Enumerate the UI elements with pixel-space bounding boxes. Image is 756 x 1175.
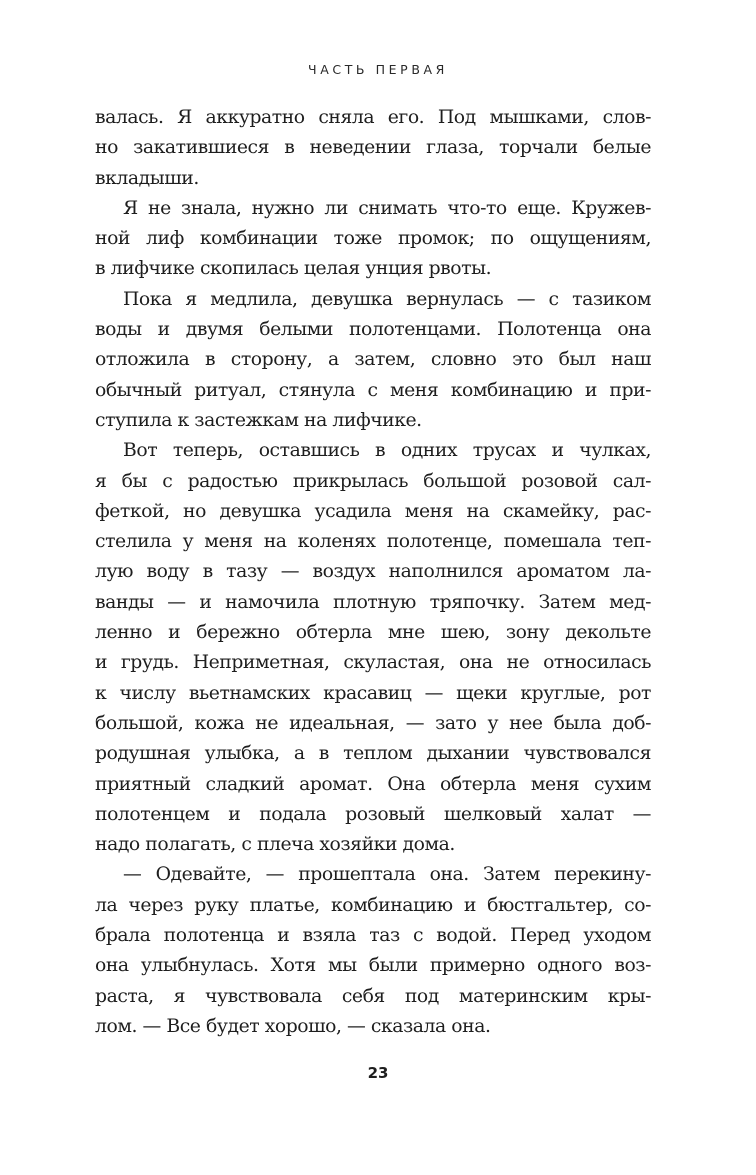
text-line: раста, я чувствовала себя под материнским кры- [95, 985, 651, 1007]
text-line: ла через руку платье, комбинацию и бюстгальтер, со- [95, 894, 651, 916]
text-line: Я не знала, нужно ли снимать что-то еще. Кружев- [123, 197, 651, 219]
text-line: обычный ритуал, стянула с меня комбинацию и при- [95, 379, 651, 401]
text-line: ленно и бережно обтерла мне шею, зону декольте [95, 622, 651, 644]
text-line: и грудь. Неприметная, скуластая, она не относилась [95, 652, 651, 674]
text-line: валась. Я аккуратно сняла его. Под мышками, слов- [95, 107, 651, 128]
text-line: приятный сладкий аромат. Она обтерла меня сухим [95, 773, 651, 795]
text-line: отложила в сторону, а затем, словно это был наш [95, 349, 651, 371]
text-line: я бы с радостью прикрылась большой розовой сал- [95, 470, 651, 492]
running-head: ЧАСТЬ ПЕРВАЯ [308, 62, 448, 77]
page-number: 23 [367, 1064, 389, 1082]
text-line: брала полотенца и взяла таз с водой. Перед уходом [95, 925, 651, 947]
body-text [95, 103, 651, 1042]
text-line: большой, кожа не идеальная, — зато у нее была доб- [95, 712, 651, 734]
text-line: лом. — Все будет хорошо, — сказала она. [95, 1015, 491, 1037]
text-line: воды и двумя белыми полотенцами. Полотенца она [95, 319, 651, 341]
text-line: в лифчике скопилась целая унция рвоты. [95, 258, 492, 280]
text-line: но закатившиеся в неведении глаза, торчали белые [95, 137, 651, 159]
text-line: она улыбнулась. Хотя мы были примерно одного воз- [95, 955, 651, 977]
text-line: Пока я медлила, девушка вернулась — с тазиком [123, 288, 651, 310]
text-line: стелила у меня на коленях полотенце, помешала теп- [95, 531, 651, 553]
text-line: Вот теперь, оставшись в одних трусах и чулках, [123, 440, 651, 462]
text-line: лую воду в тазу — воздух наполнился ароматом ла- [95, 561, 651, 583]
text-line: ступила к застежкам на лифчике. [95, 409, 422, 431]
text-line: — Одевайте, — прошептала она. Затем перекину- [123, 864, 651, 886]
text-line: родушная улыбка, а в теплом дыхании чувствовался [95, 743, 651, 765]
text-line: к числу вьетнамских красавиц — щеки круглые, рот [95, 682, 651, 704]
text-line: ванды — и намочила плотную тряпочку. Затем мед- [95, 591, 651, 613]
text-line: полотенцем и подала розовый шелковый халат — [95, 803, 651, 825]
text-line: феткой, но девушка усадила меня на скамейку, рас- [95, 500, 651, 522]
text-line: ной лиф комбинации тоже промок; по ощущениям, [95, 228, 651, 250]
text-line: вкладыши. [95, 167, 199, 189]
text-line: надо полагать, с плеча хозяйки дома. [95, 834, 455, 856]
